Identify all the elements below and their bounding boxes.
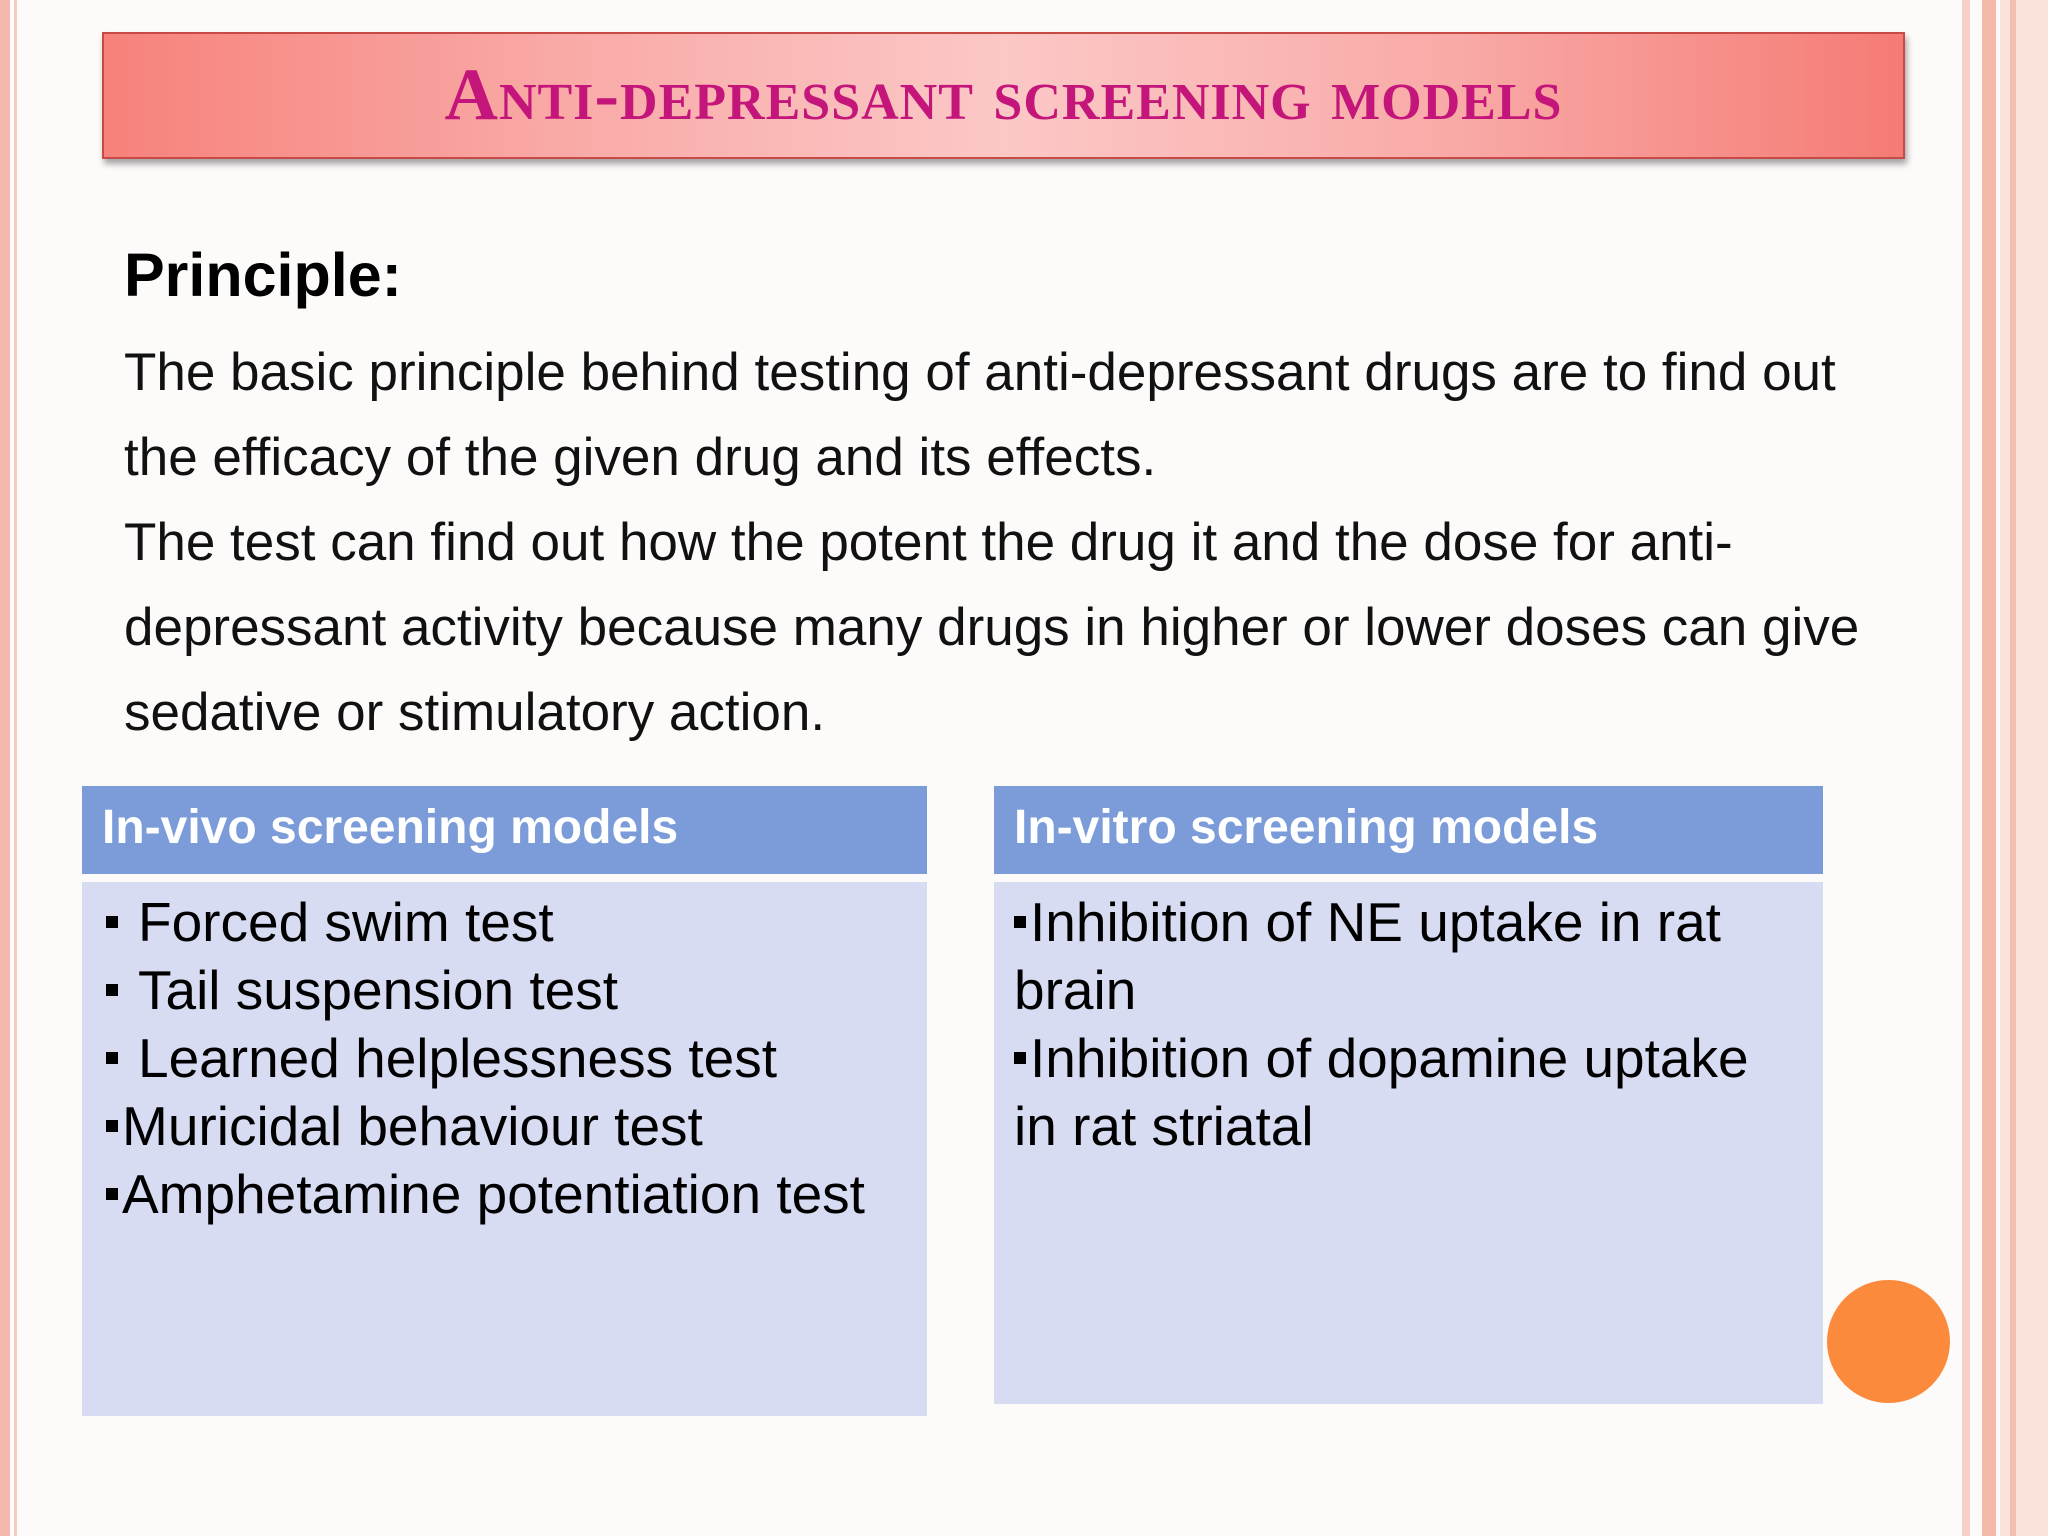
invitro-header: In-vitro screening models: [994, 786, 1823, 874]
square-bullet-icon: [106, 984, 118, 996]
right-decor-stripe-inner: [2010, 0, 2016, 1536]
square-bullet-icon: [1014, 916, 1026, 928]
list-item: [1014, 1024, 1803, 1160]
list-item: [106, 1160, 927, 1228]
list-item-text: Inhibition of dopamine uptake in rat striatal: [1014, 1027, 1749, 1157]
left-decor-stripe: [0, 0, 10, 1536]
principle-body: [124, 330, 1904, 755]
list-item-text: Amphetamine potentiation test: [122, 1163, 865, 1225]
list-item-text: Forced swim test: [138, 891, 554, 953]
list-item-text: Tail suspension test: [138, 959, 618, 1021]
list-item-text: Inhibition of NE uptake in rat brain: [1014, 891, 1721, 1021]
list-item: [106, 956, 927, 1024]
invitro-list: [994, 882, 1823, 1404]
principle-paragraph: The test can find out how the potent the drug it and the dose for anti-depressant activity because many drugs in higher or lower doses can give sedative or stimulatory action.: [124, 513, 1860, 742]
right-decor-band: [2000, 0, 2048, 1536]
list-item: [106, 1092, 927, 1160]
list-item: [1014, 888, 1803, 1024]
list-item: [106, 1024, 927, 1092]
square-bullet-icon: [106, 1120, 118, 1132]
invivo-table: [82, 786, 927, 1416]
square-bullet-icon: [1014, 1052, 1026, 1064]
list-item-text: Learned helplessness test: [138, 1027, 778, 1089]
square-bullet-icon: [106, 1188, 118, 1200]
principle-heading: Principle:: [124, 241, 402, 309]
left-decor-stripe-thin: [14, 0, 17, 1536]
invitro-table: [994, 786, 1823, 1404]
invivo-list: [82, 882, 927, 1416]
right-decor-stripe-wide: [1982, 0, 1996, 1536]
title-banner: [102, 32, 1905, 159]
orange-circle-decoration: [1827, 1280, 1950, 1403]
square-bullet-icon: [106, 1052, 118, 1064]
slide-title: Anti-depressant screening models: [444, 54, 1563, 136]
square-bullet-icon: [106, 916, 118, 928]
list-item: [106, 888, 927, 956]
invivo-header: In-vivo screening models: [82, 786, 927, 874]
right-decor-stripe: [1962, 0, 1970, 1536]
list-item-text: Muricidal behaviour test: [122, 1095, 703, 1157]
principle-paragraph: The basic principle behind testing of anti-depressant drugs are to find out the efficacy of the given drug and its effects.: [124, 343, 1836, 487]
